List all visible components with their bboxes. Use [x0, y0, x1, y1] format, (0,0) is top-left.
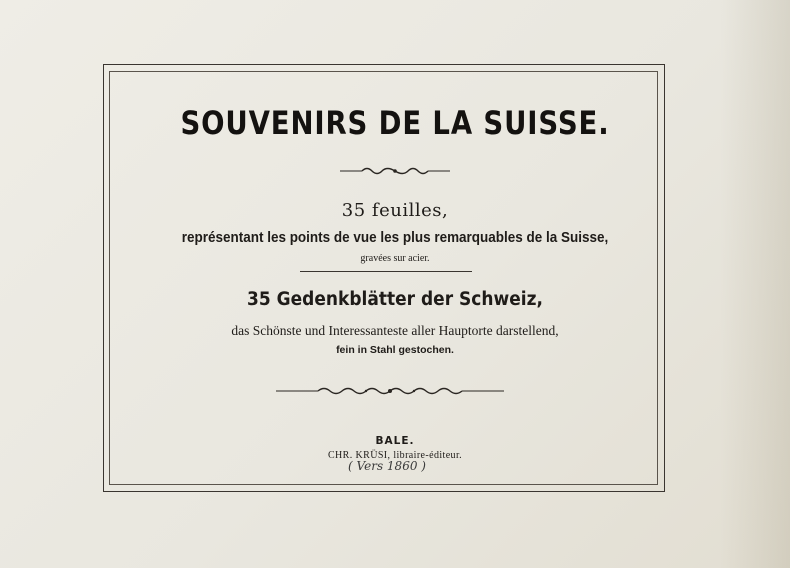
divider-rule [300, 271, 472, 272]
imprint-city: BALE. [375, 435, 415, 447]
french-description: représentant les points de vue les plus remarquables de la Suisse, [181, 230, 609, 246]
page-title: SOUVENIRS DE LA SUISSE. [180, 104, 610, 142]
handwritten-date-note: ( Vers 1860 ) [348, 459, 426, 473]
french-note: gravées sur acier. [360, 253, 430, 264]
ornament-top [340, 166, 450, 176]
page-edge-shadow [720, 0, 790, 568]
german-note: fein in Stahl gestochen. [336, 344, 454, 356]
ornament-bottom [276, 386, 504, 396]
feuilles-count: 35 feuilles, [341, 200, 449, 221]
german-description: das Schönste und Interessanteste aller Hauptorte darstellend, [231, 323, 559, 338]
german-heading: 35 Gedenkblätter der Schweiz, [247, 289, 543, 310]
imprint-publisher: CHR. KRÜSI, libraire-éditeur. [327, 450, 463, 461]
